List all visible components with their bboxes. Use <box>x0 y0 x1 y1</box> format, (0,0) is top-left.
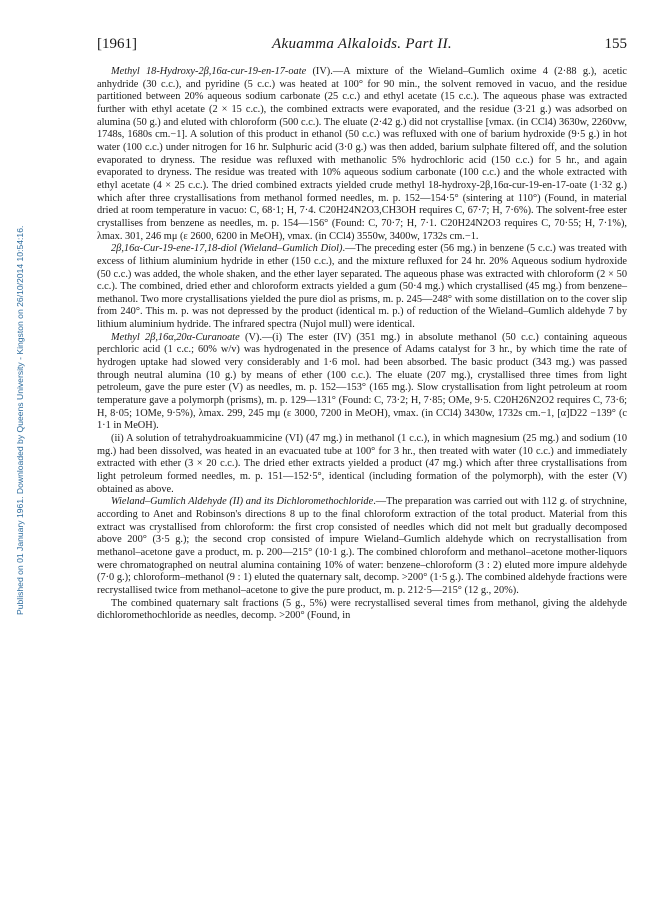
paragraph-heading: 2β,16α-Cur-19-ene-17,18-diol (Wieland–Gumlich Diol) <box>111 243 343 255</box>
paragraph <box>97 496 627 597</box>
paragraph <box>97 66 627 243</box>
paragraph <box>97 433 627 496</box>
paragraph-heading: Wieland–Gumlich Aldehyde (II) and its Dichloromethochloride <box>111 496 374 508</box>
running-header <box>97 36 627 58</box>
paragraph-heading: Methyl 18-Hydroxy-2β,16α-cur-19-en-17-oate <box>111 66 307 77</box>
header-year: [1961] <box>97 36 137 52</box>
paragraph-text: (IV).—A mixture of the Wieland–Gumlich oxime 4 (2·88 g.), acetic anhydride (30 c.c.), and pyridine (5 c.c.) was heated at 100° for 90 min., the solvent removed in vacuo, and the residue partitioned between 20% aqueous sodium carbonate (25 c.c.) and ethyl acetate (15 c.c.). The aqueous phase was extracted further with ethyl acetate (2 × 15 c.c.), the combined extracts were evaporated, and the residue (3·21 g.) was adsorbed on alumina (50 g.) and eluted with chloroform (500 c.c.). The eluate (2·42 g.) did not crystallise [νmax. (in CCl4) 3630w, 2260vw, 1748s, 1680s cm.−1]. A solution of this product in ethanol (50 c.c.) was refluxed with one of barium hydroxide (9·5 g.) in hot water (100 c.c.) under nitrogen for 16 hr. Sulphuric acid (3·0 g.) was then added, barium sulphate filtered off, and the solution evaporated to dryness. The residue was refluxed with methanolic 5% hydrochloric acid (150 c.c.) for 5 hr., and again evaporated to dryness. The residue was treated with 10% aqueous sodium carbonate (100 c.c.) and the whole extracted with ethyl acetate (4 × 25 c.c.). The dried combined extracts yielded crude methyl 18-hydroxy-2β,16α-cur-19-en-17-oate (1·32 g.) which after three crystallisations from methanol formed needles, m. p. 152—154·5° (sintering at 110°) (Found, in material dried at room temperature in vacuo: C, 68·1; H, 7·4. C20H24N2O3,CH3OH requires C, 67·7; H, 7·6%). The solvent-free ester crystallises from benzene as needles, m. p. 154—156° (Found: C, 70·7; H, 7·1. C20H24N2O3 requires C, 70·55; H, 7·1%), λmax. 301, 246 mμ (ε 2600, 6200 in MeOH), νmax. (in CCl4) 3550w, 3400w, 1732s cm.−1. <box>97 66 627 242</box>
body-text <box>97 66 627 623</box>
header-title: Akuamma Alkaloids. Part II. <box>272 36 452 52</box>
download-watermark: Published on 01 January 1961. Downloaded by Queens University - Kingston on 26/10/2014 10:54:16. <box>15 225 25 615</box>
paragraph-heading: Methyl 2β,16α,20α-Curanoate <box>111 331 240 343</box>
page-number: 155 <box>604 36 627 52</box>
paragraph-text: .—The preparation was carried out with 112 g. of strychnine, according to Anet and Robinson's directions 8 up to the final chloroform extraction of the total product. Material from this extract was crystallised from chloroform: the first crop consisted of needles which did not melt but gradually decomposed above 200° (3·5 g.); the second crop consisted of impure Wieland–Gumlich aldehyde which on recrystallisation from methanol–acetone gave a product, m. p. 200—215° (10·1 g.). The combined chloroform and methanol–acetone mother-liquors were chromatographed on neutral alumina containing 10% of water: benzene–chloroform (3 : 2) eluted more impure aldehyde (7·0 g.); chloroform–methanol (9 : 1) eluted the quaternary salt, decomp. >200° (1·5 g.). The combined aldehyde fractions were recrystallised twice from methanol–acetone to give the pure product, m. p. 212·5—215° (12 g., 20%). <box>97 496 628 596</box>
paragraph <box>97 243 627 332</box>
paragraph-text: .—The preceding ester (56 mg.) in benzene (5 c.c.) was treated with excess of lithium aluminium hydride in ether (150 c.c.), and the mixture refluxed for 24 hr. 20% Aqueous sodium hydroxide (50 c.c.) was added, the whole shaken, and the ether layer separated. The aqueous phase was extracted with chloroform (2 × 50 c.c.). The combined, dried ether and chloroform extracts yielded a gum (50·4 mg.) which crystallised (45 mg.) from benzene–methanol. Two more crystallisations yielded the pure diol as prisms, m. p. 245—248° with some distillation on to the cover slip from 240°. This m. p. was not depressed by the product (identical m. p.) of reduction of the Wieland–Gumlich aldehyde 7 by lithium aluminium hydride. The infrared spectra (Nujol mull) were identical. <box>97 243 627 331</box>
paragraph-text: (ii) A solution of tetrahydroakuammicine (VI) (47 mg.) in methanol (1 c.c.), in which magnesium (25 mg.) and sodium (10 mg.) had been dissolved, was heated in an evacuated tube at 100° for 3 hr., then treated with water (10 c.c.) and immediately extracted with ether (3 × 20 c.c.). The dried ether extracts yielded a product (47 mg.) which after three crystallisations from light petroleum formed needles, m. p. 151—152·5°, identical (including formation of the polymorph), with the ester (V) obtained as above. <box>97 433 627 495</box>
paragraph <box>97 332 627 433</box>
paragraph-text: (V).—(i) The ester (IV) (351 mg.) in absolute methanol (50 c.c.) containing aqueous perchloric acid (1 c.c.; 60% w/v) was hydrogenated in the presence of Adams catalyst for 3 hr., by which time the rate of hydrogen uptake had slowed very considerably and 1·6 mol. had been absorbed. The basic product (343 mg.) was passed through neutral alumina (10 g.) by means of ether (100 c.c.). The eluate (207 mg.), crystallised three times from light petroleum, gave the pure ester (V) as needles, m. p. 152—153° (165 mg.). Slow crystallisation from light petroleum at room temperature gave a polymorph (prisms), m. p. 129—131° (Found: C, 73·2; H, 7·85; OMe, 9·5. C20H26N2O2 requires C, 73·6; H, 8·05; 1OMe, 9·5%), λmax. 299, 245 mμ (ε 3000, 7200 in MeOH), νmax. (in CCl4) 3430w, 1732s cm.−1, [α]D22 −139° (c 1·1 in MeOH). <box>97 331 627 432</box>
paragraph <box>97 598 627 623</box>
paragraph-text: The combined quaternary salt fractions (5 g., 5%) were recrystallised several times from methanol, giving the aldehyde dichloromethochloride as needles, decomp. >200° (Found, in <box>97 597 627 622</box>
